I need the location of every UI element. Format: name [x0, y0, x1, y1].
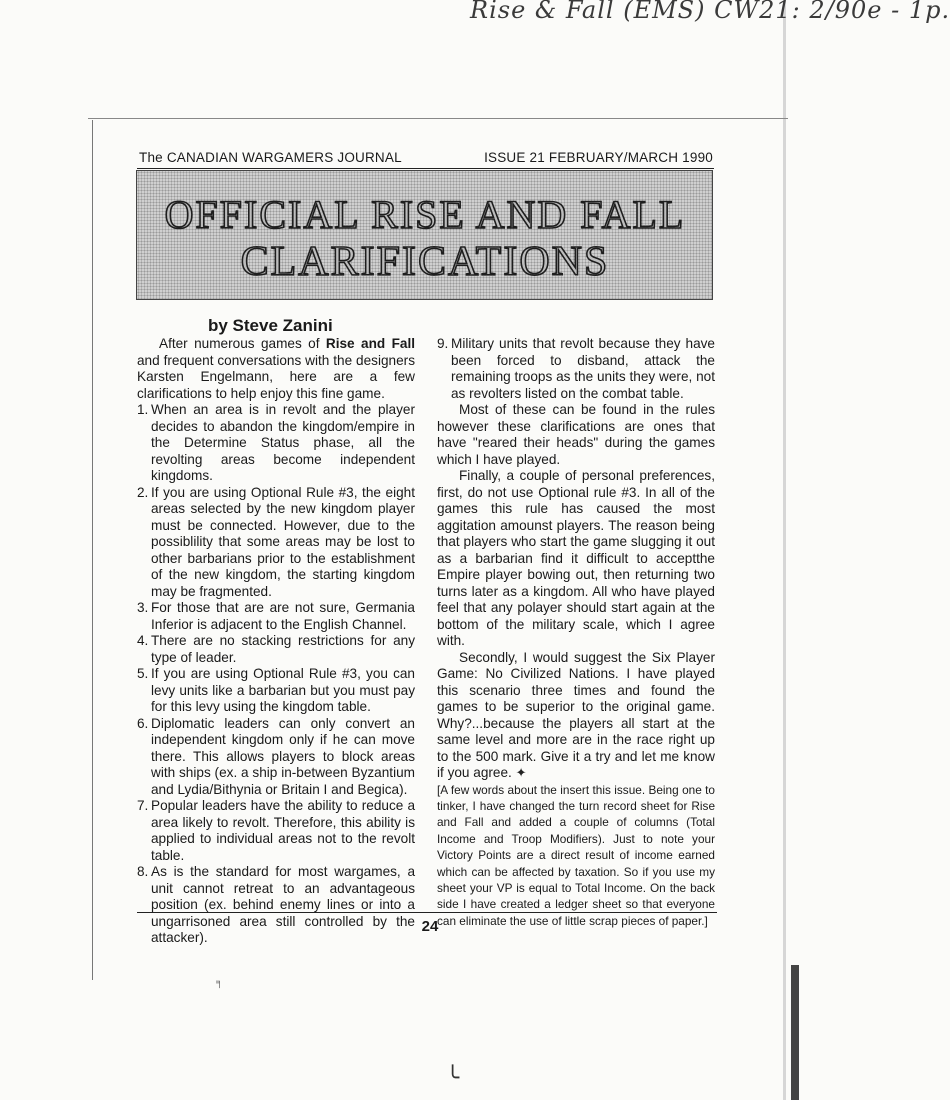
game-name: Rise and Fall: [325, 336, 416, 351]
clarification-item: [137, 485, 415, 601]
clarification-item: [137, 666, 415, 716]
footer-rule: [137, 912, 717, 913]
item-text: If you are using Optional Rule #3, the eight areas selected by the new kingdom player must be connected. However, due to the possiblility that some areas may be lost to other barbarians prior to the establishment of the new kingdom, the starting kingdom may be fragmented.: [151, 484, 415, 599]
clarification-item: [137, 633, 415, 666]
item-text: When an area is in revolt and the player decides to abandon the kingdom/empire in the Determine Status phase, all the revolting areas become independent kingdoms.: [151, 402, 415, 483]
scan-artifact: [791, 965, 799, 1100]
issue-info: ISSUE 21 FEBRUARY/MARCH 1990: [484, 150, 713, 165]
page-number: 24: [421, 918, 439, 935]
item-text: Military units that revolt because they have been forced to disband, attack the remaining troops as the units they were, not as revolters listed on the combat table.: [451, 336, 715, 401]
title-line-1: OFFICIAL RISE AND FALL: [164, 192, 686, 237]
intro-text-cont: and frequent conversations with the designers Karsten Engelmann, here are a few clarifications to help enjoy this fine game.: [137, 352, 415, 401]
clarification-item: [137, 402, 415, 485]
clarification-item: [137, 600, 415, 633]
item-number: 8.: [137, 864, 149, 879]
scan-mark: ╕: [216, 977, 224, 988]
item-text: Popular leaders have the ability to reduce a area likely to revolt. Therefore, this ability is applied to individual areas not to the revolt table.: [151, 798, 415, 863]
paragraph-text: Secondly, I would suggest the Six Player Game: No Civilized Nations. I have played this scenario three times and found the games to be superior to the original game. Why?...because the players all start at the same level and more are in the race right up to the 500 mark. Give it a try and let me know if you agree.: [437, 649, 715, 780]
paragraph: [437, 650, 715, 782]
item-text: As is the standard for most wargames, a unit cannot retreat to an advantageous position (ex. behind enemy lines or into a ungarrisoned area still controlled by the attacker).: [151, 864, 415, 945]
clarification-item: [437, 336, 715, 402]
title-line-2: CLARIFICATIONS: [240, 239, 610, 285]
item-number: 9.: [437, 336, 449, 351]
intro-text: After numerous games of: [159, 336, 326, 351]
scan-mark: ╰: [446, 1066, 460, 1091]
running-header: [139, 150, 713, 168]
item-number: 7.: [137, 798, 149, 813]
paragraph: Finally, a couple of personal preferences, first, do not use Optional rule #3. In all of the games this rule has caused the most aggitation amounst players. The reason being that players who start the game slugging it out as a barbarian find it difficult to acceptthe Empire player bowing out, then returning two turns later as a kingdom. All who have played feel that any polayer should start again at the bottom of the military scale, which I agree with.: [437, 468, 715, 648]
scan-edge: [783, 0, 786, 1100]
item-text: Diplomatic leaders can only convert an independent kingdom only if he can move there. This allows players to block areas with ships (ex. a ship in-between Byzantium and Lydia/Bithynia or Britain I and Begica).: [151, 715, 415, 797]
intro-paragraph: [137, 336, 415, 402]
item-number: 6.: [137, 715, 149, 731]
item-number: 5.: [137, 666, 149, 681]
editor-note: [A few words about the insert this issue. Being one to tinker, I have changed the turn record sheet for Rise and Fall and added a couple of columns (Total Income and Troop Modifiers). Just to note your Victory Points are a direct result of income earned which can be affected by taxation. So if you use my sheet your VP is equal to Total Income. On the back side I have created a ledger sheet so that everyone can eliminate the use of little scrap pieces of paper.]: [437, 782, 715, 928]
item-number: 1.: [137, 402, 149, 417]
column-right: [437, 336, 715, 929]
item-number: 2.: [137, 484, 149, 500]
clarification-item: [137, 864, 415, 947]
item-text: For those that are are not sure, Germania Inferior is adjacent to the English Channel.: [151, 600, 415, 632]
column-left: [137, 336, 415, 947]
item-text: There are no stacking restrictions for any type of leader.: [151, 633, 415, 665]
journal-name: The CANADIAN WARGAMERS JOURNAL: [139, 150, 402, 165]
page-edge-top: [88, 118, 788, 119]
item-number: 4.: [137, 633, 149, 648]
clarification-item: [137, 716, 415, 799]
header-rule: [137, 168, 714, 169]
paragraph: Most of these can be found in the rules however these clarifications are ones that have "reared their heads" during the games which I have played.: [437, 402, 715, 467]
item-number: 3.: [137, 600, 149, 615]
item-text: If you are using Optional Rule #3, you can levy units like a barbarian but you must pay for this levy using the kingdom table.: [151, 666, 415, 714]
byline: by Steve Zanini: [208, 316, 333, 335]
maple-leaf-icon: ✦: [515, 765, 527, 780]
handwritten-annotation: Rise & Fall (EMS) CW21: 2/90e - 1p.: [470, 0, 950, 24]
clarification-item: [137, 798, 415, 864]
